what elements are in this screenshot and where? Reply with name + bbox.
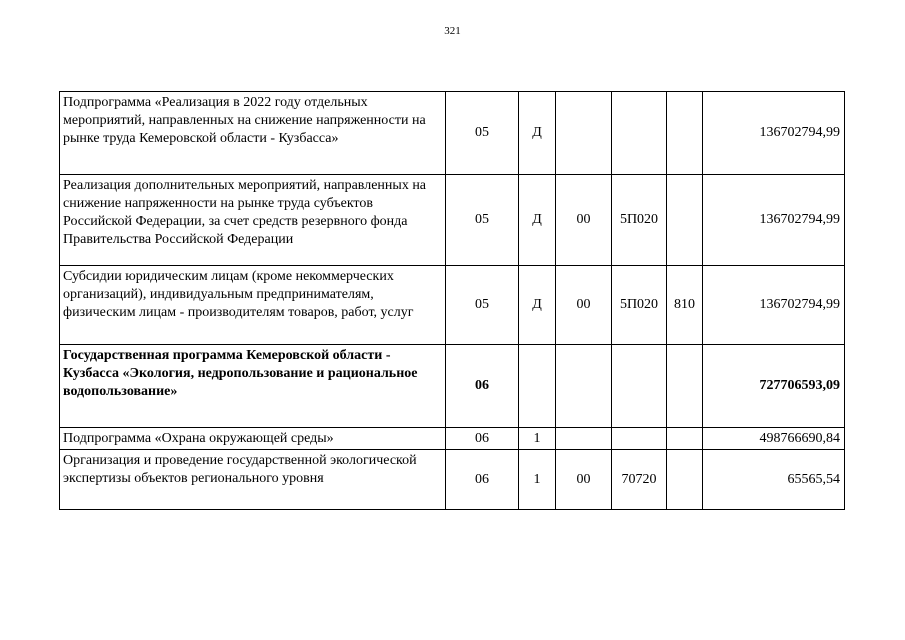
table-row bbox=[60, 92, 845, 175]
expense-type-code bbox=[667, 92, 703, 175]
section-code: 05 bbox=[446, 175, 519, 266]
budget-table bbox=[59, 91, 845, 510]
expense-type-code bbox=[667, 428, 703, 450]
subprogram-code bbox=[556, 345, 612, 428]
table-row bbox=[60, 428, 845, 450]
program-code: Д bbox=[519, 92, 556, 175]
subprogram-code bbox=[556, 92, 612, 175]
table-row bbox=[60, 450, 845, 510]
expense-type-code bbox=[667, 345, 703, 428]
amount: 65565,54 bbox=[703, 450, 845, 510]
section-code: 06 bbox=[446, 450, 519, 510]
table-row bbox=[60, 266, 845, 345]
expense-type-code bbox=[667, 175, 703, 266]
program-code: Д bbox=[519, 175, 556, 266]
row-name: Субсидии юридическим лицам (кроме некоммерческих организаций), индивидуальным предпринимателям, физическим лицам - производителям товаров, работ, услуг bbox=[60, 266, 446, 345]
direction-code: 70720 bbox=[612, 450, 667, 510]
amount: 727706593,09 bbox=[703, 345, 845, 428]
page-number: 321 bbox=[444, 25, 461, 37]
section-code: 05 bbox=[446, 266, 519, 345]
program-code bbox=[519, 345, 556, 428]
expense-type-code: 810 bbox=[667, 266, 703, 345]
subprogram-code: 00 bbox=[556, 266, 612, 345]
row-name: Подпрограмма «Охрана окружающей среды» bbox=[60, 428, 446, 450]
table-row bbox=[60, 345, 845, 428]
direction-code bbox=[612, 428, 667, 450]
direction-code bbox=[612, 92, 667, 175]
row-name: Подпрограмма «Реализация в 2022 году отдельных мероприятий, направленных на снижение напряженности на рынке труда Кемеровской области - Кузбасса» bbox=[60, 92, 446, 175]
direction-code bbox=[612, 345, 667, 428]
subprogram-code: 00 bbox=[556, 175, 612, 266]
table-row bbox=[60, 175, 845, 266]
row-name: Организация и проведение государственной экологической экспертизы объектов регионального уровня bbox=[60, 450, 446, 510]
row-name: Государственная программа Кемеровской области - Кузбасса «Экология, недропользование и рациональное водопользование» bbox=[60, 345, 446, 428]
amount: 136702794,99 bbox=[703, 175, 845, 266]
direction-code: 5П020 bbox=[612, 175, 667, 266]
program-code: Д bbox=[519, 266, 556, 345]
subprogram-code: 00 bbox=[556, 450, 612, 510]
direction-code: 5П020 bbox=[612, 266, 667, 345]
row-name: Реализация дополнительных мероприятий, направленных на снижение напряженности на рынке труда субъектов Российской Федерации, за счет средств резервного фонда Правительства Российской Федерации bbox=[60, 175, 446, 266]
amount: 136702794,99 bbox=[703, 266, 845, 345]
program-code: 1 bbox=[519, 428, 556, 450]
section-code: 06 bbox=[446, 345, 519, 428]
amount: 136702794,99 bbox=[703, 92, 845, 175]
amount: 498766690,84 bbox=[703, 428, 845, 450]
program-code: 1 bbox=[519, 450, 556, 510]
expense-type-code bbox=[667, 450, 703, 510]
section-code: 06 bbox=[446, 428, 519, 450]
section-code: 05 bbox=[446, 92, 519, 175]
subprogram-code bbox=[556, 428, 612, 450]
